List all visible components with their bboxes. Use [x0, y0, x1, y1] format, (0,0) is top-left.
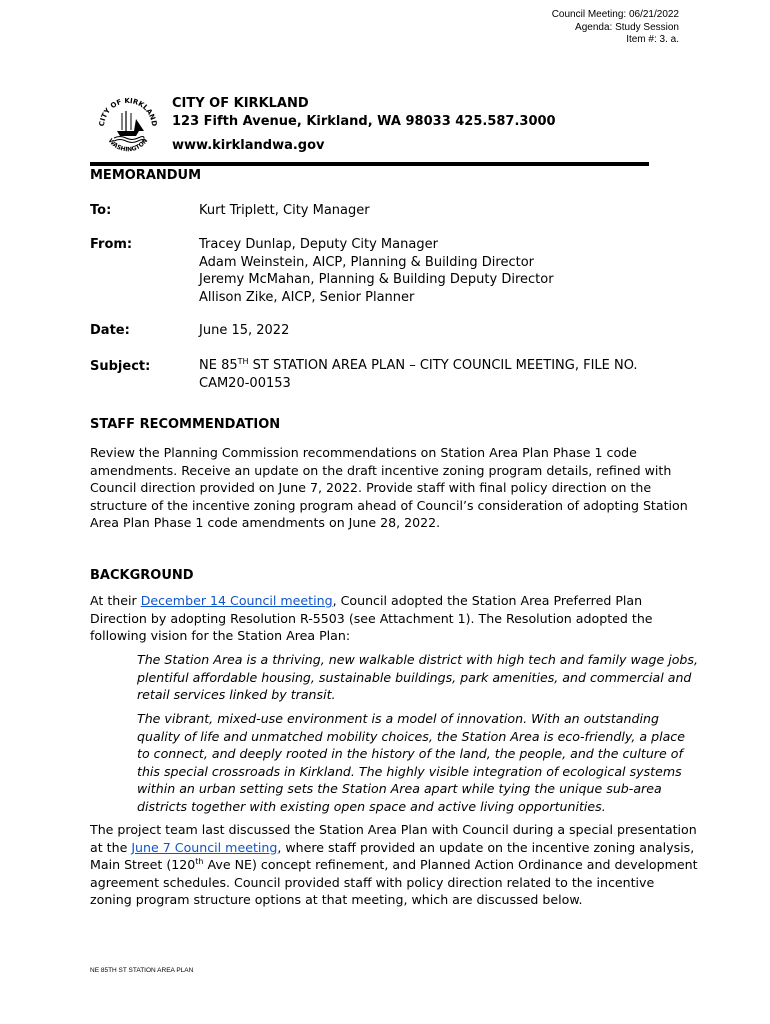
to-value: Kurt Triplett, City Manager: [199, 203, 370, 218]
memo-title: MEMORANDUM: [90, 168, 202, 183]
p2-line3-sup: th: [195, 857, 204, 866]
quote-line: The vibrant, mixed-use environment is a model of innovation. With an outstanding: [137, 711, 659, 726]
city-website: www.kirklandwa.gov: [172, 138, 325, 153]
paragraph-line: Area Plan Phase 1 code amendments on June 28, 2022.: [90, 515, 441, 530]
quote-line: The Station Area is a thriving, new walkable district with high tech and family wage jobs,: [137, 652, 698, 667]
staff-recommendation-title: STAFF RECOMMENDATION: [90, 417, 281, 432]
subject-sup: TH: [237, 357, 249, 366]
page-footer: NE 85TH ST STATION AREA PLAN: [90, 967, 194, 974]
paragraph-line: Direction by adopting Resolution R-5503 (see Attachment 1). The Resolution adopted the: [90, 610, 653, 626]
meeting-meta: [552, 9, 679, 47]
from-value: [199, 236, 554, 306]
from-line: Allison Zike, AICP, Senior Planner: [199, 289, 415, 305]
date-label: Date:: [90, 323, 130, 338]
date-value: June 15, 2022: [199, 323, 290, 338]
paragraph-line: Council direction provided on June 7, 2022. Provide staff with final policy direction on the: [90, 480, 652, 495]
header-divider: [90, 162, 649, 166]
city-seal-logo: [96, 93, 160, 157]
background-title: BACKGROUND: [90, 568, 194, 583]
seal-text-top: CITY OF KIRKLAND: [97, 96, 159, 127]
vision-quote-1: [137, 651, 697, 704]
from-line: Tracey Dunlap, Deputy City Manager: [199, 237, 438, 252]
agenda-type: Agenda: Study Session: [575, 21, 679, 33]
svg-text:CITY OF KIRKLAND: [98, 97, 158, 127]
background-paragraph-2: [90, 821, 698, 909]
from-line: Adam Weinstein, AICP, Planning & Building Director: [199, 254, 535, 270]
quote-line: within an urban setting sets the Station Area apart while tying the unique sub-area: [137, 781, 662, 796]
subject-pre: NE 85: [199, 358, 238, 373]
subject-label: Subject:: [90, 359, 151, 374]
from-line: Jeremy McMahan, Planning & Building Deputy Director: [199, 272, 554, 287]
p2-line3-post: Ave NE) concept refinement, and Planned Action Ordinance and development: [203, 857, 698, 872]
vision-quote-2: [137, 710, 697, 815]
subject-post: ST STATION AREA PLAN – CITY COUNCIL MEETING, FILE NO.: [248, 358, 638, 373]
quote-line: districts together with existing open space and active living opportunities.: [137, 798, 606, 814]
p2-pre: at the: [90, 839, 132, 855]
p1-post: , Council adopted the Station Area Preferred Plan: [332, 593, 643, 608]
seal-text-bottom: WASHINGTON: [106, 137, 150, 154]
quote-line: this special crossroads in Kirkland. The highly visible integration of ecological systems: [137, 763, 682, 779]
june-7-meeting-link[interactable]: June 7 Council meeting: [131, 839, 278, 855]
paragraph-line: amendments. Receive an update on the draft incentive zoning program details, refined with: [90, 462, 672, 478]
p2-line3-pre: Main Street (120: [90, 857, 196, 872]
december-14-meeting-link[interactable]: December 14 Council meeting: [140, 593, 333, 608]
staff-recommendation-body: [90, 444, 690, 532]
quote-line: plentiful affordable housing, sustainable buildings, park amenities, and commercial and: [137, 669, 692, 685]
paragraph-line: zoning program structure options at that meeting, which are discussed below.: [90, 892, 583, 907]
paragraph-line: agreement schedules. Council provided staff with policy direction related to the incentive: [90, 874, 655, 890]
p1-pre: At their: [90, 593, 141, 608]
quote-line: quality of life and unmatched mobility choices, the Station Area is eco-friendly, a place: [137, 728, 685, 744]
from-label: From:: [90, 237, 133, 252]
seal-ship-icon: [114, 111, 144, 143]
background-paragraph-1: [90, 592, 690, 645]
paragraph-line: following vision for the Station Area Plan:: [90, 628, 351, 643]
paragraph-line: Review the Planning Commission recommendations on Station Area Plan Phase 1 code: [90, 445, 637, 460]
city-address: 123 Fifth Avenue, Kirkland, WA 98033 425.587.3000: [172, 114, 556, 129]
quote-line: to connect, and deeply rooted in the history of the land, the people, and the culture of: [137, 746, 683, 761]
paragraph-line: structure of the incentive zoning program ahead of Council’s consideration of adopting Station: [90, 497, 688, 513]
paragraph-line: The project team last discussed the Station Area Plan with Council during a special presentation: [90, 822, 697, 837]
item-number: Item #: 3. a.: [626, 34, 679, 45]
subject-value: [199, 357, 638, 392]
subject-line2: CAM20-00153: [199, 375, 291, 391]
city-name: CITY OF KIRKLAND: [172, 96, 309, 111]
to-label: To:: [90, 203, 112, 218]
council-meeting-date: Council Meeting: 06/21/2022: [551, 9, 679, 20]
p2-post: , where staff provided an update on the incentive zoning analysis,: [277, 839, 695, 855]
quote-line: retail services linked by transit.: [137, 687, 336, 702]
